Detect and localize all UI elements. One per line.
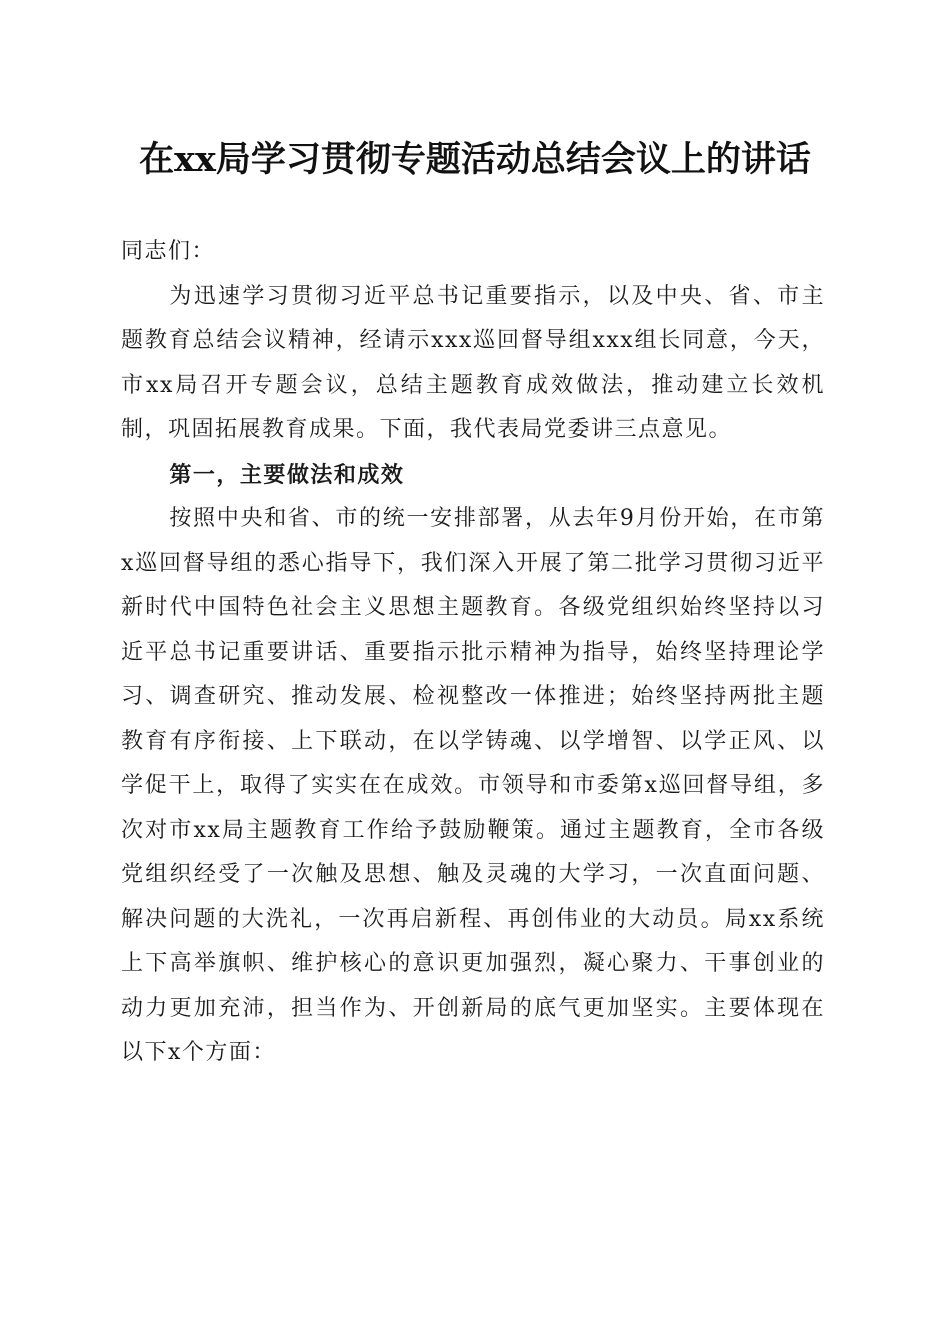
salutation: 同志们： [121, 239, 216, 264]
section-paragraph: 按照中央和省、市的统一安排部署，从去年9月份开始，在市第x巡回督导组的悉心指导下，我们深入开展了第二批学习贯彻习近平新时代中国特色社会主义思想主题教育。各级党组织始终坚持以习近平总书记重要讲话、重要指示批示精神为指导，始终坚持理论学习、调查研究、推动发展、检视整改一体推进；始终坚持两批主题教育有序衔接、上下联动，在以学铸魂、以学增智、以学正风、以学促干上，取得了实实在在成效。市领导和市委第x巡回督导组，多次对市xx局主题教育工作给予鼓励鞭策。通过主题教育，全市各级党组织经受了一次触及思想、触及灵魂的大学习，一次直面问题、解决问题的大洗礼，一次再启新程、再创伟业的大动员。局xx系统上下高举旗帜、维护核心的意识更加强烈，凝心聚力、干事创业的动力更加充沛，担当作为、开创新局的底气更加坚实。主要体现在以下x个方面： [121, 506, 825, 1065]
section-heading: 第一，主要做法和成效 [169, 461, 405, 488]
document-title: 在xx局学习贯彻专题活动总结会议上的讲话 [139, 139, 811, 180]
document-body [121, 230, 825, 1076]
intro-paragraph: 为迅速学习贯彻习近平总书记重要指示，以及中央、省、市主题教育总结会议精神，经请示xxx巡回督导组xxx组长同意，今天，市xx局召开专题会议，总结主题教育成效做法，推动建立长效机制，巩固拓展教育成果。下面，我代表局党委讲三点意见。 [121, 283, 825, 442]
